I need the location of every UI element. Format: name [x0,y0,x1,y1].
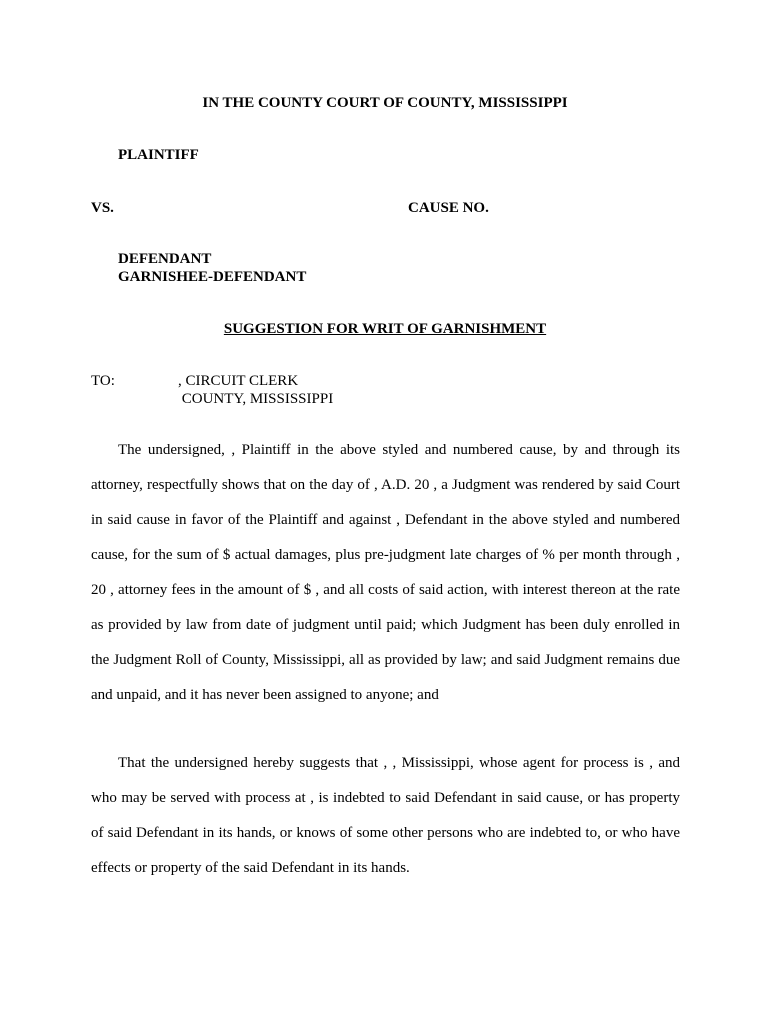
defendant-label: DEFENDANT [118,251,212,267]
document-title: SUGGESTION FOR WRIT OF GARNISHMENT [223,321,547,337]
to-label: TO: [91,373,115,389]
addressee-line-2: COUNTY, MISSISSIPPI [178,391,334,407]
plaintiff-label: PLAINTIFF [118,147,199,163]
court-title: IN THE COUNTY COURT OF COUNTY, MISSISSIPPI [202,95,568,111]
addressee-line-1: , CIRCUIT CLERK [178,373,299,389]
cause-no-label: CAUSE NO. [408,200,489,216]
body-paragraph-2: That the undersigned hereby suggests that , , Mississippi, whose agent for process is , and who may be served with process at , is indebted to said Defendant in said cause, or has property of said Defendant in its hands, or knows of some other persons who are indebted to, or who have effects or property of the said Defendant in its hands. [91,755,680,876]
garnishee-defendant-label: GARNISHEE-DEFENDANT [118,269,307,285]
versus-label: VS. [91,200,114,216]
body-paragraph-1: The undersigned, , Plaintiff in the above styled and numbered cause, by and through its attorney, respectfully shows that on the day of , A.D. 20 , a Judgment was rendered by said Court in said cause in favor of the Plaintiff and against , Defendant in the above styled and numbered cause, for the sum of $ actual damages, plus pre-judgment late charges of % per month through , 20 , attorney fees in the amount of $ , and all costs of said action, with interest thereon at the rate as provided by law from date of judgment until paid; which Judgment has been duly enrolled in the Judgment Roll of County, Mississippi, all as provided by law; and said Judgment remains due and unpaid, and it has never been assigned to anyone; and [91,442,680,703]
